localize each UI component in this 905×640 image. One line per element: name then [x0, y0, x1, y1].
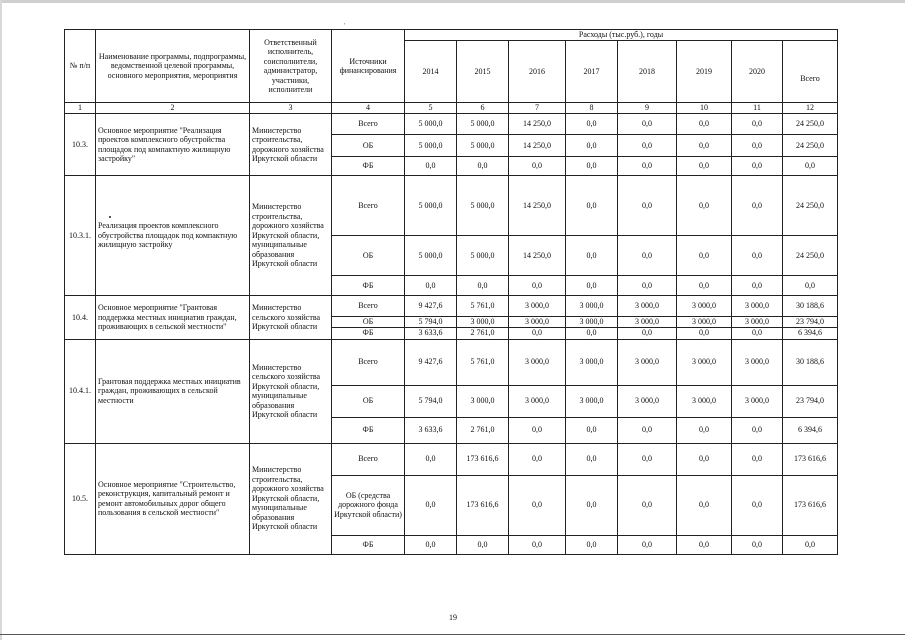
- year-value: 0,0: [509, 417, 566, 443]
- header-column-numbers: [65, 103, 838, 114]
- year-value: 0,0: [566, 417, 618, 443]
- year-value: 0,0: [405, 276, 457, 296]
- year-value: 0,0: [618, 157, 677, 176]
- total-value: 24 250,0: [783, 176, 838, 236]
- year-value: 3 000,0: [677, 385, 732, 417]
- year-value: 0,0: [677, 443, 732, 475]
- year-value: 0,0: [732, 135, 783, 157]
- year-value: 3 000,0: [509, 317, 566, 328]
- year-value: 3 633,6: [405, 327, 457, 339]
- column-number: 9: [618, 103, 677, 114]
- year-value: 0,0: [732, 114, 783, 135]
- table-row: [65, 176, 838, 236]
- year-value: 9 427,6: [405, 296, 457, 317]
- year-value: 3 000,0: [509, 296, 566, 317]
- year-value: 3 000,0: [509, 339, 566, 385]
- year-value: 0,0: [618, 114, 677, 135]
- row-number: 10.4.1.: [65, 339, 96, 443]
- year-value: 0,0: [566, 157, 618, 176]
- activity-name: Основное мероприятие "Реализация проектов комплексного обустройства площадок под компактную жилищную застройку": [96, 114, 250, 176]
- year-value: 3 000,0: [732, 296, 783, 317]
- header-name: Наименование программы, подпрограммы, ведомственной целевой программы, основного мероприятия, мероприятия: [96, 30, 250, 103]
- year-value: 3 000,0: [732, 385, 783, 417]
- year-value: 3 000,0: [618, 339, 677, 385]
- document-sheet: [64, 29, 838, 555]
- year-value: 0,0: [677, 176, 732, 236]
- funding-source: Всего: [332, 339, 405, 385]
- funding-source: Всего: [332, 296, 405, 317]
- column-number: 3: [250, 103, 332, 114]
- total-value: 24 250,0: [783, 135, 838, 157]
- funding-source: ФБ: [332, 157, 405, 176]
- header-year: 2017: [566, 41, 618, 103]
- year-value: 3 000,0: [566, 317, 618, 328]
- executor: Министерство строительства, дорожного хозяйства Иркутской области: [250, 114, 332, 176]
- year-value: 9 427,6: [405, 339, 457, 385]
- year-value: 3 000,0: [732, 339, 783, 385]
- table-row: [65, 296, 838, 317]
- funding-source: Всего: [332, 114, 405, 135]
- year-value: 14 250,0: [509, 114, 566, 135]
- year-value: 0,0: [677, 135, 732, 157]
- year-value: 5 000,0: [457, 135, 509, 157]
- funding-source: ФБ: [332, 276, 405, 296]
- year-value: 3 000,0: [677, 296, 732, 317]
- funding-source: ФБ: [332, 535, 405, 554]
- total-value: 6 394,6: [783, 417, 838, 443]
- activity-name: Основное мероприятие "Грантовая поддержка местных инициатив граждан, проживающих в сельской местности": [96, 296, 250, 340]
- year-value: 0,0: [509, 475, 566, 535]
- funding-source: ОБ: [332, 135, 405, 157]
- year-value: 3 000,0: [457, 385, 509, 417]
- executor: Министерство строительства, дорожного хозяйства Иркутской области, муниципальные образования Иркутской области: [250, 176, 332, 296]
- header-total: Всего: [783, 41, 838, 103]
- column-number: 2: [96, 103, 250, 114]
- year-value: 0,0: [732, 236, 783, 276]
- year-value: 0,0: [732, 535, 783, 554]
- total-value: 0,0: [783, 535, 838, 554]
- header-executor: Ответственный исполнитель, соисполнители, администратор, участники, исполнители: [250, 30, 332, 103]
- year-value: 5 000,0: [457, 236, 509, 276]
- table-row: [65, 114, 838, 135]
- header-expenses: Расходы (тыс.руб.), годы: [405, 30, 838, 41]
- row-number: 10.5.: [65, 443, 96, 554]
- year-value: 3 000,0: [566, 339, 618, 385]
- year-value: 0,0: [566, 114, 618, 135]
- year-value: 0,0: [732, 443, 783, 475]
- year-value: 0,0: [566, 135, 618, 157]
- year-value: 3 000,0: [566, 296, 618, 317]
- year-value: 14 250,0: [509, 135, 566, 157]
- header-num: № п/п: [65, 30, 96, 103]
- scan-edge-top: [0, 0, 905, 3]
- column-number: 6: [457, 103, 509, 114]
- total-value: 0,0: [783, 157, 838, 176]
- year-value: 0,0: [618, 475, 677, 535]
- year-value: 3 000,0: [509, 385, 566, 417]
- year-value: 5 000,0: [405, 114, 457, 135]
- table-row: [65, 339, 838, 385]
- year-value: 0,0: [509, 327, 566, 339]
- funding-source: ОБ: [332, 317, 405, 328]
- year-value: 173 616,6: [457, 443, 509, 475]
- year-value: 14 250,0: [509, 176, 566, 236]
- year-value: 0,0: [677, 475, 732, 535]
- executor: Министерство сельского хозяйства Иркутской области, муниципальные образования Иркутской области: [250, 339, 332, 443]
- total-value: 6 394,6: [783, 327, 838, 339]
- year-value: 0,0: [566, 327, 618, 339]
- header-year: 2018: [618, 41, 677, 103]
- funding-source: ФБ: [332, 417, 405, 443]
- header-year: 2020: [732, 41, 783, 103]
- year-value: 0,0: [618, 135, 677, 157]
- year-value: 0,0: [509, 443, 566, 475]
- year-value: 0,0: [618, 276, 677, 296]
- year-value: 0,0: [618, 417, 677, 443]
- column-number: 7: [509, 103, 566, 114]
- column-number: 11: [732, 103, 783, 114]
- total-value: 30 188,6: [783, 296, 838, 317]
- year-value: 0,0: [405, 157, 457, 176]
- year-value: 5 000,0: [405, 135, 457, 157]
- total-value: 173 616,6: [783, 443, 838, 475]
- year-value: 2 761,0: [457, 327, 509, 339]
- year-value: 3 000,0: [457, 317, 509, 328]
- year-value: 3 000,0: [732, 317, 783, 328]
- year-value: 0,0: [677, 114, 732, 135]
- funding-source: ОБ: [332, 236, 405, 276]
- executor: Министерство строительства, дорожного хозяйства Иркутской области, муниципальные образования Иркутской области: [250, 443, 332, 554]
- column-number: 4: [332, 103, 405, 114]
- year-value: 0,0: [732, 417, 783, 443]
- funding-source: Всего: [332, 176, 405, 236]
- year-value: 0,0: [566, 443, 618, 475]
- year-value: 5 000,0: [405, 236, 457, 276]
- year-value: 0,0: [732, 475, 783, 535]
- table-header: [65, 30, 838, 114]
- year-value: 3 633,6: [405, 417, 457, 443]
- total-value: 23 794,0: [783, 385, 838, 417]
- column-number: 12: [783, 103, 838, 114]
- scan-edge-bottom: [0, 634, 905, 635]
- total-value: 24 250,0: [783, 114, 838, 135]
- year-value: 0,0: [457, 157, 509, 176]
- year-value: 0,0: [405, 475, 457, 535]
- activity-name: Основное мероприятие "Строительство, реконструкция, капитальный ремонт и ремонт автомобильных дорог общего пользования в сельской местности": [96, 443, 250, 554]
- year-value: 3 000,0: [677, 317, 732, 328]
- year-value: 0,0: [618, 535, 677, 554]
- header-year: 2019: [677, 41, 732, 103]
- funding-source: Всего: [332, 443, 405, 475]
- header-year: 2015: [457, 41, 509, 103]
- table-row: [65, 443, 838, 475]
- year-value: 0,0: [566, 176, 618, 236]
- total-value: 0,0: [783, 276, 838, 296]
- year-value: 5 000,0: [457, 176, 509, 236]
- column-number: 1: [65, 103, 96, 114]
- column-number: 8: [566, 103, 618, 114]
- total-value: 23 794,0: [783, 317, 838, 328]
- total-value: 24 250,0: [783, 236, 838, 276]
- year-value: 0,0: [405, 443, 457, 475]
- year-value: 0,0: [677, 535, 732, 554]
- year-value: 0,0: [677, 417, 732, 443]
- activity-name: Реализация проектов комплексного обустройства площадок под компактную жилищную застройку: [96, 176, 250, 296]
- year-value: 5 794,0: [405, 385, 457, 417]
- column-number: 5: [405, 103, 457, 114]
- year-value: 2 761,0: [457, 417, 509, 443]
- total-value: 30 188,6: [783, 339, 838, 385]
- budget-table: [64, 29, 838, 555]
- year-value: 0,0: [566, 276, 618, 296]
- year-value: 0,0: [677, 236, 732, 276]
- year-value: 0,0: [457, 535, 509, 554]
- funding-source: ФБ: [332, 327, 405, 339]
- table-body: [65, 114, 838, 555]
- scan-edge-left: [0, 0, 2, 640]
- year-value: 5 000,0: [457, 114, 509, 135]
- activity-name: Грантовая поддержка местных инициатив граждан, проживающих в сельской местности: [96, 339, 250, 443]
- year-value: 3 000,0: [618, 296, 677, 317]
- row-number: 10.4.: [65, 296, 96, 340]
- year-value: 0,0: [618, 236, 677, 276]
- funding-source: ОБ: [332, 385, 405, 417]
- year-value: 3 000,0: [618, 385, 677, 417]
- header-source: Источники финансирования: [332, 30, 405, 103]
- year-value: 3 000,0: [618, 317, 677, 328]
- year-value: 0,0: [677, 327, 732, 339]
- scan-mark: ': [344, 22, 346, 30]
- year-value: 0,0: [732, 157, 783, 176]
- year-value: 0,0: [566, 236, 618, 276]
- year-value: 5 761,0: [457, 339, 509, 385]
- year-value: 5 761,0: [457, 296, 509, 317]
- year-value: 0,0: [677, 157, 732, 176]
- year-value: 0,0: [677, 276, 732, 296]
- year-value: 0,0: [732, 276, 783, 296]
- year-value: 173 616,6: [457, 475, 509, 535]
- year-value: 5 000,0: [405, 176, 457, 236]
- year-value: 0,0: [509, 276, 566, 296]
- year-value: 0,0: [566, 535, 618, 554]
- year-value: 0,0: [732, 176, 783, 236]
- funding-source: ОБ (средства дорожного фонда Иркутской области): [332, 475, 405, 535]
- year-value: 0,0: [732, 327, 783, 339]
- year-value: 0,0: [618, 176, 677, 236]
- year-value: 0,0: [405, 535, 457, 554]
- header-year: 2016: [509, 41, 566, 103]
- row-number: 10.3.1.: [65, 176, 96, 296]
- page-number: 19: [449, 613, 457, 622]
- header-year: 2014: [405, 41, 457, 103]
- column-number: 10: [677, 103, 732, 114]
- year-value: 0,0: [457, 276, 509, 296]
- year-value: 14 250,0: [509, 236, 566, 276]
- year-value: 0,0: [618, 443, 677, 475]
- year-value: 0,0: [509, 157, 566, 176]
- year-value: 5 794,0: [405, 317, 457, 328]
- row-number: 10.3.: [65, 114, 96, 176]
- executor: Министерство сельского хозяйства Иркутской области: [250, 296, 332, 340]
- year-value: 0,0: [566, 475, 618, 535]
- year-value: 3 000,0: [677, 339, 732, 385]
- year-value: 3 000,0: [566, 385, 618, 417]
- year-value: 0,0: [509, 535, 566, 554]
- total-value: 173 616,6: [783, 475, 838, 535]
- year-value: 0,0: [618, 327, 677, 339]
